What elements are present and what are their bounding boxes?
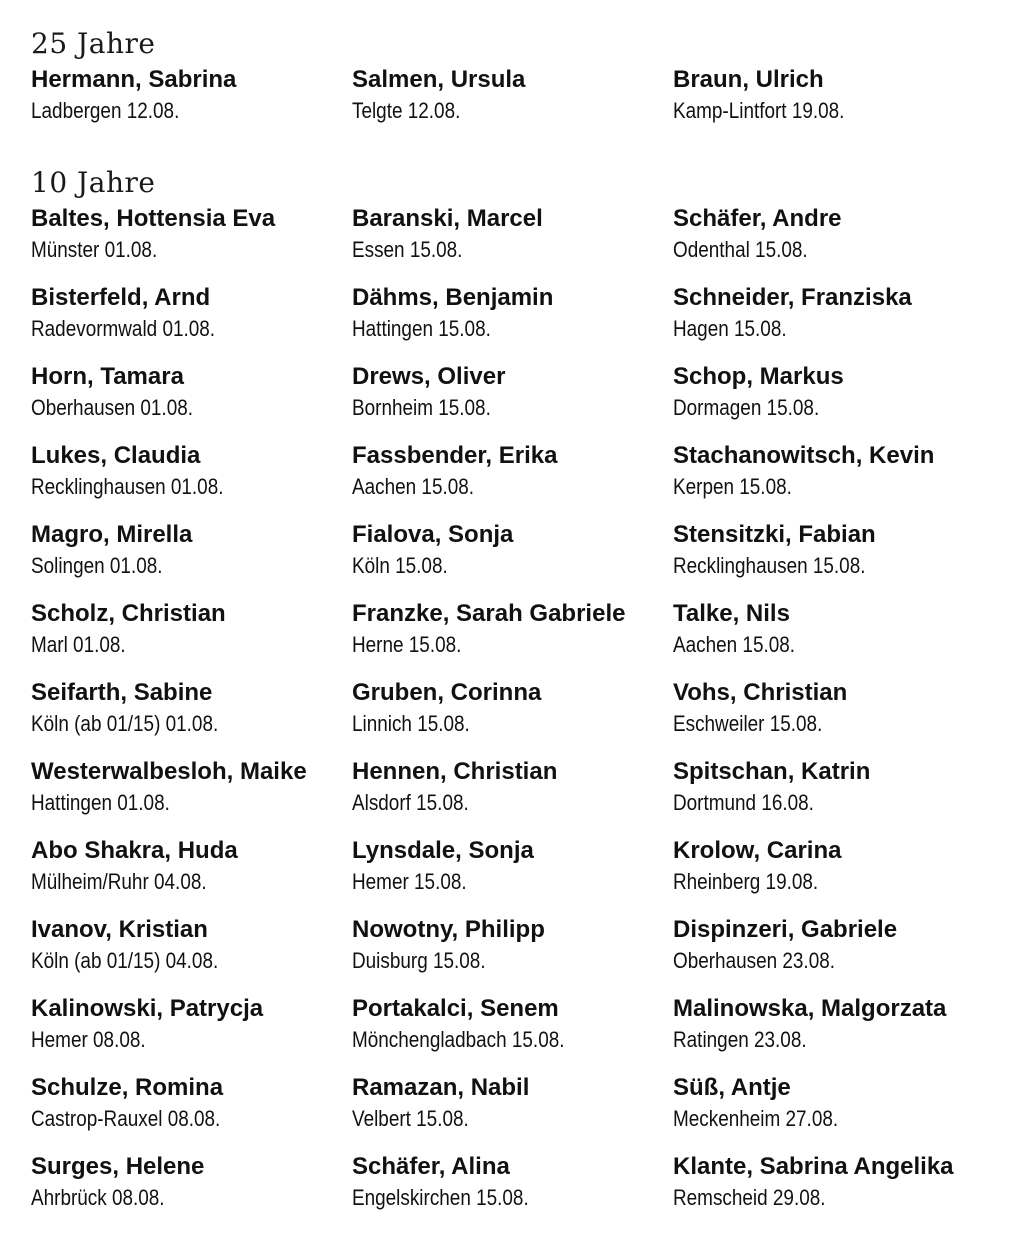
location-date: Essen 15.08.: [352, 237, 463, 262]
employee-name: Spitschan, Katrin: [673, 758, 871, 785]
employee-name: Seifarth, Sabine: [31, 679, 213, 706]
list-item: [31, 835, 352, 914]
location-date: Köln 15.08.: [352, 553, 448, 578]
section-10-years: [31, 163, 991, 1230]
location-date: Hemer 15.08.: [352, 869, 467, 894]
employee-name: Ramazan, Nabil: [352, 1074, 530, 1101]
list-item: [673, 914, 991, 993]
employee-name: Kalinowski, Patrycja: [31, 995, 264, 1022]
section-spacer: [31, 128, 991, 163]
location-date: Oberhausen 23.08.: [673, 948, 836, 973]
location-date: Rheinberg 19.08.: [673, 869, 819, 894]
list-item: [673, 519, 991, 598]
employee-name: Klante, Sabrina Angelika: [673, 1153, 954, 1180]
location-date: Köln (ab 01/15) 01.08.: [31, 711, 219, 736]
location-date: Recklinghausen 01.08.: [31, 474, 224, 499]
list-item: [31, 203, 352, 282]
location-date: Münster 01.08.: [31, 237, 158, 262]
location-date: Marl 01.08.: [31, 632, 126, 657]
list-item: [31, 914, 352, 993]
list-item: [31, 282, 352, 361]
location-date: Mönchengladbach 15.08.: [352, 1027, 565, 1052]
employee-name: Schneider, Franziska: [673, 284, 912, 311]
location-date: Ahrbrück 08.08.: [31, 1185, 165, 1210]
section-title: 25 Jahre: [31, 27, 156, 60]
location-date: Dormagen 15.08.: [673, 395, 820, 420]
location-date: Herne 15.08.: [352, 632, 462, 657]
employee-name: Magro, Mirella: [31, 521, 193, 548]
list-item: [352, 677, 673, 756]
list-item: [31, 993, 352, 1072]
location-date: Recklinghausen 15.08.: [673, 553, 866, 578]
employee-name: Franzke, Sarah Gabriele: [352, 600, 626, 627]
list-item: [31, 361, 352, 440]
location-date: Ladbergen 12.08.: [31, 98, 180, 123]
employee-name: Stachanowitsch, Kevin: [673, 442, 935, 469]
location-date: Odenthal 15.08.: [673, 237, 808, 262]
list-item: [673, 440, 991, 519]
employee-name: Hennen, Christian: [352, 758, 558, 785]
list-item: [31, 1151, 352, 1230]
list-item: [31, 64, 352, 128]
list-item: [352, 993, 673, 1072]
employee-name: Ivanov, Kristian: [31, 916, 208, 943]
location-date: Kamp-Lintfort 19.08.: [673, 98, 845, 123]
location-date: Aachen 15.08.: [352, 474, 475, 499]
location-date: Telgte 12.08.: [352, 98, 461, 123]
list-item: [673, 756, 991, 835]
list-item: [352, 1072, 673, 1151]
employee-name: Scholz, Christian: [31, 600, 226, 627]
location-date: Bornheim 15.08.: [352, 395, 491, 420]
list-item: [352, 64, 673, 128]
list-item: [673, 64, 991, 128]
employee-name: Drews, Oliver: [352, 363, 506, 390]
employee-name: Talke, Nils: [673, 600, 790, 627]
location-date: Aachen 15.08.: [673, 632, 796, 657]
entries-grid: [31, 203, 991, 1230]
location-date: Kerpen 15.08.: [673, 474, 792, 499]
list-item: [31, 756, 352, 835]
list-item: [352, 1151, 673, 1230]
employee-name: Dähms, Benjamin: [352, 284, 554, 311]
employee-name: Hermann, Sabrina: [31, 66, 237, 93]
list-item: [352, 598, 673, 677]
location-date: Meckenheim 27.08.: [673, 1106, 839, 1131]
employee-name: Schäfer, Alina: [352, 1153, 510, 1180]
employee-name: Bisterfeld, Arnd: [31, 284, 211, 311]
location-date: Hemer 08.08.: [31, 1027, 146, 1052]
employee-name: Abo Shakra, Huda: [31, 837, 238, 864]
list-item: [673, 1072, 991, 1151]
list-item: [352, 756, 673, 835]
employee-name: Malinowska, Malgorzata: [673, 995, 947, 1022]
employee-name: Nowotny, Philipp: [352, 916, 545, 943]
employee-name: Baranski, Marcel: [352, 205, 543, 232]
location-date: Velbert 15.08.: [352, 1106, 469, 1131]
location-date: Hattingen 01.08.: [31, 790, 170, 815]
employee-name: Schulze, Romina: [31, 1074, 224, 1101]
section-title: 10 Jahre: [31, 166, 156, 199]
anniversary-list: [31, 24, 991, 1230]
list-item: [673, 677, 991, 756]
list-item: [31, 440, 352, 519]
employee-name: Lynsdale, Sonja: [352, 837, 534, 864]
employee-name: Braun, Ulrich: [673, 66, 824, 93]
employee-name: Surges, Helene: [31, 1153, 205, 1180]
list-item: [352, 835, 673, 914]
list-item: [31, 519, 352, 598]
employee-name: Süß, Antje: [673, 1074, 791, 1101]
list-item: [673, 835, 991, 914]
list-item: [673, 993, 991, 1072]
list-item: [352, 203, 673, 282]
location-date: Oberhausen 01.08.: [31, 395, 194, 420]
entries-grid: [31, 64, 991, 128]
location-date: Dortmund 16.08.: [673, 790, 814, 815]
location-date: Solingen 01.08.: [31, 553, 163, 578]
employee-name: Portakalci, Senem: [352, 995, 559, 1022]
employee-name: Schop, Markus: [673, 363, 844, 390]
location-date: Hagen 15.08.: [673, 316, 787, 341]
list-item: [352, 361, 673, 440]
list-item: [31, 598, 352, 677]
employee-name: Krolow, Carina: [673, 837, 842, 864]
location-date: Ratingen 23.08.: [673, 1027, 807, 1052]
employee-name: Fialova, Sonja: [352, 521, 514, 548]
location-date: Castrop-Rauxel 08.08.: [31, 1106, 221, 1131]
section-25-years: [31, 24, 991, 128]
list-item: [352, 914, 673, 993]
employee-name: Baltes, Hottensia Eva: [31, 205, 276, 232]
location-date: Remscheid 29.08.: [673, 1185, 826, 1210]
employee-name: Lukes, Claudia: [31, 442, 201, 469]
location-date: Duisburg 15.08.: [352, 948, 486, 973]
location-date: Mülheim/Ruhr 04.08.: [31, 869, 207, 894]
location-date: Engelskirchen 15.08.: [352, 1185, 529, 1210]
employee-name: Westerwalbesloh, Maike: [31, 758, 307, 785]
location-date: Hattingen 15.08.: [352, 316, 491, 341]
list-item: [352, 440, 673, 519]
list-item: [673, 282, 991, 361]
list-item: [31, 1072, 352, 1151]
list-item: [673, 361, 991, 440]
list-item: [31, 677, 352, 756]
employee-name: Stensitzki, Fabian: [673, 521, 876, 548]
employee-name: Vohs, Christian: [673, 679, 848, 706]
location-date: Eschweiler 15.08.: [673, 711, 823, 736]
location-date: Radevormwald 01.08.: [31, 316, 216, 341]
employee-name: Schäfer, Andre: [673, 205, 842, 232]
list-item: [673, 1151, 991, 1230]
employee-name: Gruben, Corinna: [352, 679, 542, 706]
location-date: Köln (ab 01/15) 04.08.: [31, 948, 219, 973]
location-date: Linnich 15.08.: [352, 711, 470, 736]
employee-name: Fassbender, Erika: [352, 442, 558, 469]
list-item: [352, 519, 673, 598]
location-date: Alsdorf 15.08.: [352, 790, 469, 815]
list-item: [673, 598, 991, 677]
employee-name: Horn, Tamara: [31, 363, 184, 390]
list-item: [352, 282, 673, 361]
list-item: [673, 203, 991, 282]
employee-name: Salmen, Ursula: [352, 66, 526, 93]
employee-name: Dispinzeri, Gabriele: [673, 916, 898, 943]
